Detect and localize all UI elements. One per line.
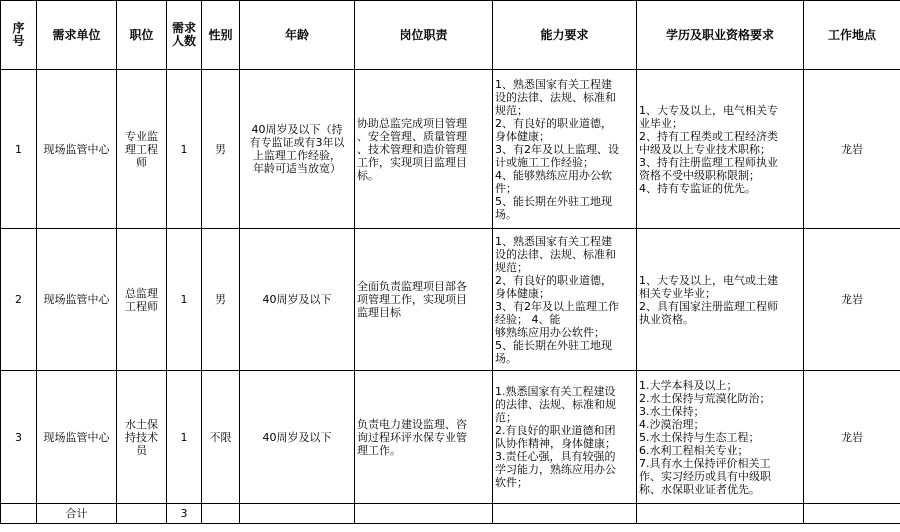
cell-position: 水土保 持技术 员 — [117, 371, 167, 504]
cell-gender: 男 — [202, 70, 240, 229]
cell-location: 龙岩 — [804, 371, 900, 504]
header-age: 年龄 — [240, 1, 355, 70]
cell-ability: 1、熟悉国家有关工程建 设的法律、法规、标准和 规范； 2、有良好的职业道德， 身体健康； 3、有2年及以上监理工作 经验； 4、能 够熟练应用办公软件； 5、能长期在外驻工地现 场。 — [493, 229, 637, 371]
cell-empty — [202, 504, 240, 524]
total-label: 合计 — [37, 504, 117, 524]
cell-empty — [493, 504, 637, 524]
header-position: 职位 — [117, 1, 167, 70]
cell-empty — [355, 504, 493, 524]
cell-duties: 协助总监完成项目管理 、安全管理、质量管理 、技术管理和造价管理 工作，实现项目监理目 标。 — [355, 70, 493, 229]
cell-empty — [637, 504, 804, 524]
cell-education: 1、大专及以上，电气相关专 业毕业； 2、持有工程类或工程经济类 中级及以上专业技术职称； 3、持有注册监理工程师执业 资格不受中级职称限制； 4、持有专监证的优先。 — [637, 70, 804, 229]
cell-ability: 1.熟悉国家有关工程建设 的法律、法规、标准和规 范； 2.有良好的职业道德和团 队协作精神，身体健康； 3.责任心强，具有较强的 学习能力，熟练应用办公 软件； — [493, 371, 637, 504]
cell-empty — [1, 504, 37, 524]
cell-gender: 男 — [202, 229, 240, 371]
header-row — [1, 1, 900, 70]
header-count: 需求 人数 — [167, 1, 202, 70]
total-row — [1, 504, 900, 524]
header-duties: 岗位职责 — [355, 1, 493, 70]
header-unit: 需求单位 — [37, 1, 117, 70]
header-location: 工作地点 — [804, 1, 900, 70]
cell-empty — [240, 504, 355, 524]
cell-position: 专业监 理工程 师 — [117, 70, 167, 229]
cell-position: 总监理 工程师 — [117, 229, 167, 371]
cell-seq: 1 — [1, 70, 37, 229]
cell-age: 40周岁及以下（持 有专监证或有3年以 上监理工作经验， 年龄可适当放宽） — [240, 70, 355, 229]
cell-education: 1.大学本科及以上； 2.水土保持与荒漠化防治； 3.水土保持； 4.沙漠治理； 5.水土保持与生态工程； 6.水利工程相关专业； 7.具有水土保持评价相关工 作、实习经历或具有中级职 称、水保职业证者优先。 — [637, 371, 804, 504]
cell-empty — [804, 504, 900, 524]
cell-empty — [117, 504, 167, 524]
cell-location: 龙岩 — [804, 229, 900, 371]
table-row — [1, 371, 900, 504]
cell-duties: 全面负责监理项目部各 项管理工作，实现项目 监理目标 — [355, 229, 493, 371]
cell-duties: 负责电力建设监理、咨 询过程环评水保专业管 理工作。 — [355, 371, 493, 504]
cell-location: 龙岩 — [804, 70, 900, 229]
cell-unit: 现场监管中心 — [37, 229, 117, 371]
header-gender: 性别 — [202, 1, 240, 70]
header-seq: 序 号 — [1, 1, 37, 70]
cell-ability: 1、熟悉国家有关工程建 设的法律、法规、标准和 规范； 2、有良好的职业道德， 身体健康； 3、有2年及以上监理、设 计或施工工作经验； 4、能够熟练应用办公软 件； 5、能长期在外驻工地现 场。 — [493, 70, 637, 229]
cell-count: 1 — [167, 70, 202, 229]
cell-count: 1 — [167, 371, 202, 504]
header-ability: 能力要求 — [493, 1, 637, 70]
cell-education: 1、大专及以上，电气或土建 相关专业毕业； 2、具有国家注册监理工程师 执业资格。 — [637, 229, 804, 371]
total-count: 3 — [167, 504, 202, 524]
cell-unit: 现场监管中心 — [37, 70, 117, 229]
cell-seq: 2 — [1, 229, 37, 371]
cell-age: 40周岁及以下 — [240, 371, 355, 504]
table-row — [1, 229, 900, 371]
cell-unit: 现场监管中心 — [37, 371, 117, 504]
header-education: 学历及职业资格要求 — [637, 1, 804, 70]
cell-age: 40周岁及以下 — [240, 229, 355, 371]
cell-seq: 3 — [1, 371, 37, 504]
cell-gender: 不限 — [202, 371, 240, 504]
table-row — [1, 70, 900, 229]
cell-count: 1 — [167, 229, 202, 371]
